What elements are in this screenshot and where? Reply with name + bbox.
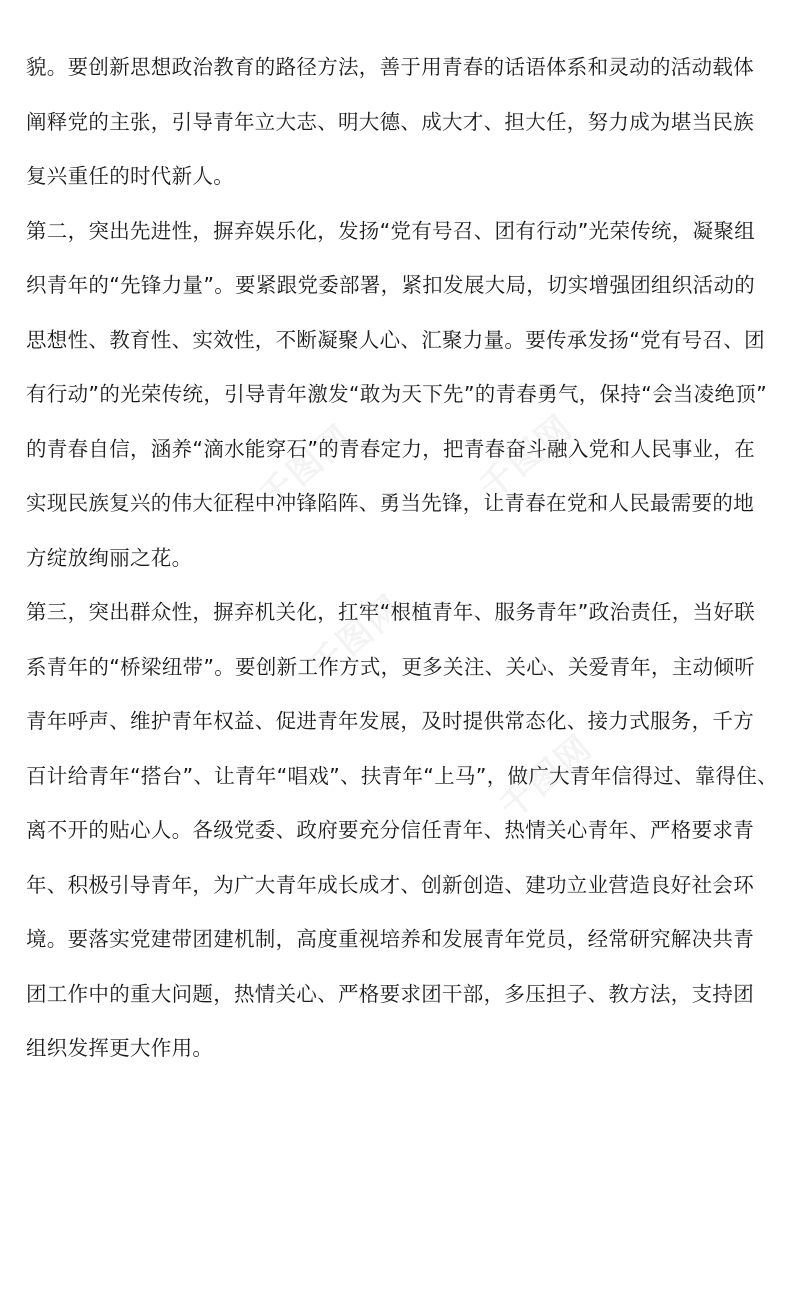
paragraph-3 <box>26 585 778 1076</box>
text-line: 青年呼声、维护青年权益、促进青年发展，及时提供常态化、接力式服务，千方 <box>26 709 754 733</box>
watermark-3: 千图网 <box>302 587 411 688</box>
text-line: 方绽放绚丽之花。 <box>26 545 193 570</box>
text-line: 织青年的“先锋力量”。要紧跟党委部署，紧扣发展大局，切实增强团组织活动的 <box>26 273 756 297</box>
text-line: 组织发挥更大作用。 <box>26 1036 214 1060</box>
article-body <box>26 40 778 1076</box>
text-line: 貌。要创新思想政治教育的路径方法，善于用青春的话语体系和灵动的活动载体 <box>26 55 754 79</box>
text-line: 百计给青年“搭台”、让青年“唱戏”、扶青年“上马”，做广大青年信得过、靠得住、 <box>26 763 778 788</box>
text-line: 年、积极引导青年，为广大青年成长成才、创新创造、建功立业营造良好社会环 <box>26 872 754 897</box>
text-line: 第二，突出先进性，摒弃娱乐化，发扬“党有号召、团有行动”光荣传统，凝聚组 <box>26 218 756 243</box>
text-line: 离不开的贴心人。各级党委、政府要充分信任青年、热情关心青年、严格要求青 <box>26 818 754 842</box>
watermark-2: 千图网 <box>472 407 581 508</box>
text-line: 实现民族复兴的伟大征程中冲锋陷阵、勇当先锋，让青春在党和人民最需要的地 <box>26 491 754 515</box>
text-line: 境。要落实党建带团建机制，高度重视培养和发展青年党员，经常研究解决共青 <box>26 927 754 951</box>
text-line: 复兴重任的时代新人。 <box>26 164 234 188</box>
text-line: 的青春自信，涵养“滴水能穿石”的青春定力，把青春奋斗融入党和人民事业，在 <box>26 436 756 461</box>
watermark-1: 千图网 <box>252 417 361 518</box>
paragraph-2 <box>26 204 778 586</box>
text-line: 第三，突出群众性，摒弃机关化，扛牢“根植青年、服务青年”政治责任，当好联 <box>26 600 756 624</box>
text-line: 阐释党的主张，引导青年立大志、明大德、成大才、担大任，努力成为堪当民族 <box>26 109 754 134</box>
watermark-4: 千图网 <box>492 727 601 828</box>
text-line: 系青年的“桥梁纽带”。要创新工作方式，更多关注、关心、关爱青年，主动倾听 <box>26 654 756 679</box>
text-line: 有行动”的光荣传统，引导青年激发“敢为天下先”的青春勇气，保持“会当凌绝顶” <box>26 382 767 406</box>
paragraph-1 <box>26 40 778 204</box>
text-line: 思想性、教育性、实效性，不断凝聚人心、汇聚力量。要传承发扬“党有号召、团 <box>26 327 765 352</box>
text-line: 团工作中的重大问题，热情关心、严格要求团干部，多压担子、教方法，支持团 <box>26 981 754 1006</box>
